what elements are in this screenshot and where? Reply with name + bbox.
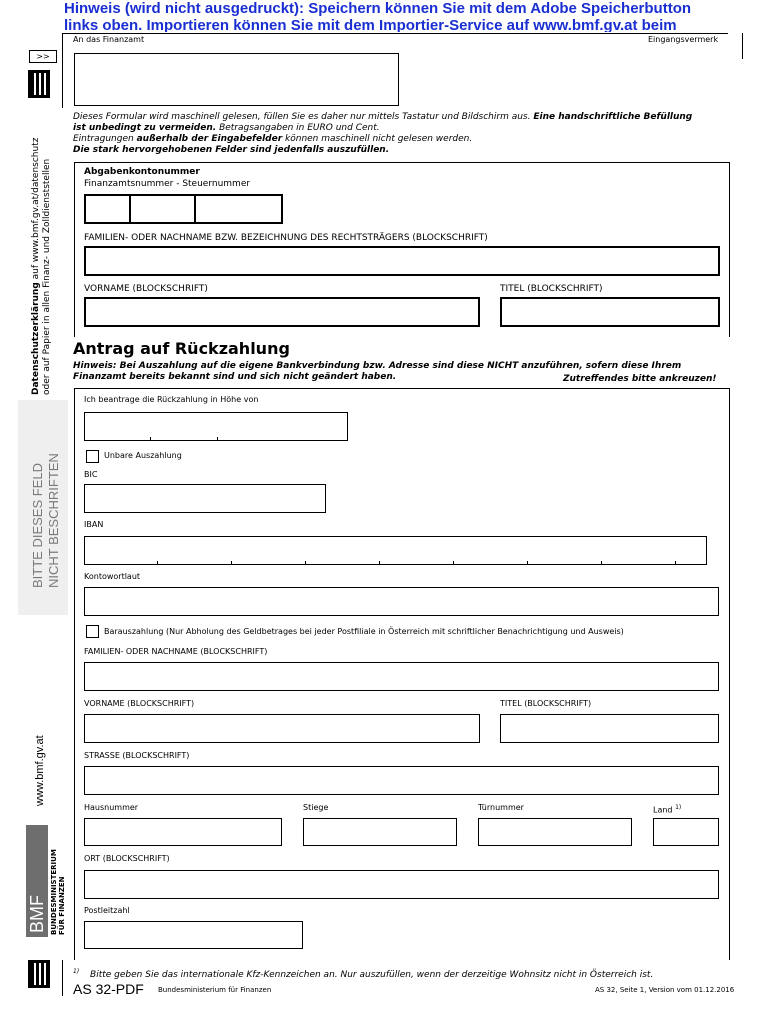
steuernummer-divider-1 [129,196,131,222]
notice-3a: Eintragungen [73,134,134,144]
steuernummer-divider-2 [194,196,196,222]
iban-tick-5 [453,561,454,565]
postleitzahl-field[interactable] [84,921,303,949]
stiege-label: Stiege [303,803,329,812]
do-not-write-line-2: NICHT BESCHRIFTEN [46,453,61,588]
abgaben-vorname-label: VORNAME (BLOCKSCHRIFT) [84,284,208,294]
land-footnote-ref: 1) [675,804,682,811]
finanzamt-address-field[interactable] [74,53,399,106]
ort-field[interactable] [84,870,719,899]
notice-1b: Eine handschriftliche Befüllung [533,112,693,122]
rechtstraeger-label: FAMILIEN- ODER NACHNAME BZW. BEZEICHNUNG DES RECHTSTRÄGERS (BLOCKSCHRIFT) [84,233,488,243]
footer-ministry: Bundesministerium für Finanzen [158,986,272,994]
land-field[interactable] [653,818,719,846]
footnote-mark: 1) [73,968,80,975]
bmf-logo-text: BMF [27,895,47,933]
footnote-text: Bitte geben Sie das internationale Kfz-Kennzeichen an. Nur auszufüllen, wenn der derzeitige Wohnsitz nicht in Österreich ist. [90,970,654,980]
datenschutz-link: auf www.bmf.gv.at/datenschutz [31,137,41,280]
vorname-label: VORNAME (BLOCKSCHRIFT) [84,699,195,708]
abgaben-title: Abgabenkontonummer [84,167,200,177]
betrag-tick-2 [217,437,218,441]
an-das-finanzamt-label: An das Finanzamt [73,35,145,44]
iban-tick-1 [157,561,158,565]
betrag-field[interactable] [84,412,348,441]
datenschutz-line-2: oder auf Papier in allen Finanz- und Zolldienststellen [42,158,52,395]
betrag-tick-1 [150,437,151,441]
steuernummer-field[interactable] [84,194,283,224]
do-not-write-text [30,453,62,588]
notice-2a: ist unbedingt zu vermeiden. [73,123,217,133]
ort-label: ORT (BLOCKSCHRIFT) [84,854,170,863]
iban-label: IBAN [84,520,104,529]
notice-3c: können maschinell nicht gelesen werden. [285,134,473,144]
abgaben-vorname-field[interactable] [84,297,480,327]
qr-code-icon [28,70,50,98]
kontowortlaut-field[interactable] [84,587,719,616]
bmf-logo [26,825,72,937]
nav-arrow-button[interactable]: >> [29,50,57,63]
ministry-name [50,849,66,935]
notice-3b: außerhalb der Eingabefelder [136,134,283,144]
import-hint-banner [64,0,764,32]
iban-field[interactable] [84,536,707,565]
land-label [653,803,681,816]
bic-label: BIC [84,470,98,479]
kontowortlaut-label: Kontowortlaut [84,572,141,581]
antrag-hinweis-1: Hinweis: Bei Auszahlung auf die eigene Bankverbindung bzw. Adresse sind diese NICHT anzuführen, sofern diese Ihrem [73,361,682,371]
strasse-label: STRASSE (BLOCKSCHRIFT) [84,751,190,760]
datenschutz-text [31,138,53,395]
postleitzahl-label: Postleitzahl [84,906,130,915]
qr-code-bottom-icon [28,960,50,988]
footnote [73,966,733,981]
eingangsvermerk-label: Eingangsvermerk [648,35,719,44]
bar-checkbox[interactable] [86,625,99,638]
website-text: www.bmf.gv.at [34,735,46,806]
nachname-field[interactable] [84,662,719,691]
corner-mark-icon [742,33,743,59]
strasse-field[interactable] [84,766,719,795]
form-id: AS 32-PDF [73,981,144,997]
titel-field[interactable] [500,714,719,743]
iban-tick-3 [305,561,306,565]
nachname-label: FAMILIEN- ODER NACHNAME (BLOCKSCHRIFT) [84,647,268,656]
betrag-label: Ich beantrage die Rückzahlung in Höhe von [84,395,259,404]
abgaben-subtitle: Finanzamtsnummer - Steuernummer [84,179,251,189]
hausnummer-label: Hausnummer [84,803,139,812]
hausnummer-field[interactable] [84,818,282,846]
ministry-line-1: BUNDESMINISTERIUM [50,849,58,935]
iban-tick-4 [379,561,380,565]
footer-rule [62,960,63,996]
abgaben-titel-field[interactable] [500,297,720,327]
iban-tick-7 [601,561,602,565]
stiege-field[interactable] [303,818,457,846]
tuernummer-field[interactable] [478,818,632,846]
footer-version: AS 32, Seite 1, Version vom 01.12.2016 [595,986,735,994]
bar-label: Barauszahlung (Nur Abholung des Geldbetrages bei jeder Postfiliale in Österreich mit schriftlicher Benachrichtigung und Ausweis) [104,627,624,636]
rechtstraeger-name-field[interactable] [84,246,720,276]
iban-tick-6 [527,561,528,565]
antrag-hinweis-2: Finanzamt bereits bekannt sind und sich nicht geändert haben. [73,372,397,382]
titel-label: TITEL (BLOCKSCHRIFT) [500,699,592,708]
datenschutz-bold: Datenschutzerklärung [31,282,41,395]
tuernummer-label: Türnummer [478,803,524,812]
header-rule [62,33,728,34]
land-text: Land [653,805,673,815]
notice-2b: Betragsangaben in EURO und Cent. [219,123,380,133]
form-notice [73,112,733,156]
iban-tick-2 [231,561,232,565]
unbar-checkbox[interactable] [86,450,99,463]
do-not-write-line-1: BITTE DIESES FELD [30,463,45,588]
abgaben-titel-label: TITEL (BLOCKSCHRIFT) [500,284,603,294]
header-left-rule [62,33,63,108]
ministry-line-2: FÜR FINANZEN [58,876,66,935]
banner-line-1: Hinweis (wird nicht ausgedruckt): Speichern können Sie mit dem Adobe Speicherbutton [64,0,692,17]
banner-line-2: links oben. Importieren können Sie mit dem Importier-Service auf www.bmf.gv.at beim [64,17,677,32]
notice-1a: Dieses Formular wird maschinell gelesen, füllen Sie es daher nur mittels Tastatur und Bildschirm aus. [73,112,531,122]
iban-tick-8 [675,561,676,565]
unbar-label: Unbare Auszahlung [104,451,182,460]
antrag-title: Antrag auf Rückzahlung [73,339,290,358]
bic-field[interactable] [84,484,326,513]
ankreuzen-hint: Zutreffendes bitte ankreuzen! [563,374,717,384]
vorname-field[interactable] [84,714,480,743]
notice-4: Die stark hervorgehobenen Felder sind jedenfalls auszufüllen. [73,145,390,155]
